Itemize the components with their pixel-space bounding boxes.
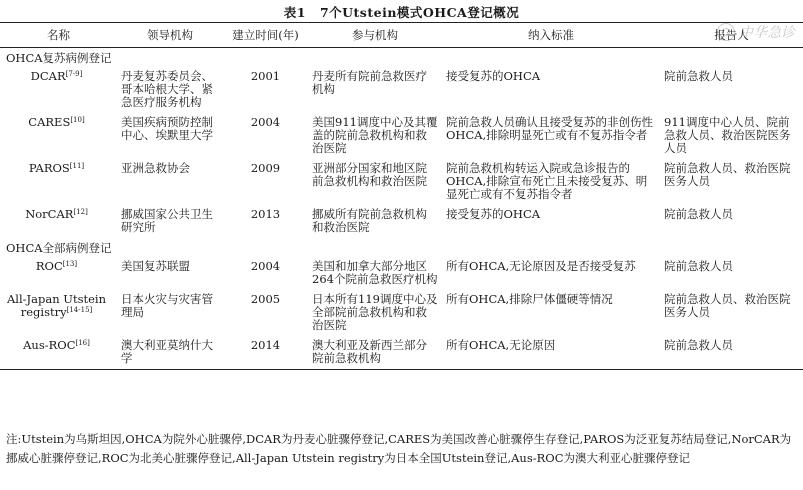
cell-participants: 丹麦所有院前急救医疗机构 [312, 69, 427, 96]
table-note: 注:Utstein为乌斯坦因,OHCA为院外心脏骤停,DCAR为丹麦心脏骤停登记,CARES为美国改善心脏骤停生存登记,PAROS为泛亚复苏结局登记,NorCAR为挪威心脏骤停登记,ROC为北美心脏骤停登记,All-Japan Utstein registry为日本全国Utstein登记,Aus-ROC为澳大利亚心脏骤停登记 [6, 432, 792, 465]
reference-mark: [14-15] [66, 306, 93, 314]
registry-name: DCAR [30, 69, 66, 83]
cell-criteria: 院前急救机构转运入院或急诊报告的OHCA,排除宣布死亡且未接受复苏、明显死亡或有不复苏指令者 [446, 161, 648, 201]
cell-name [0, 205, 117, 238]
table-row [0, 67, 803, 113]
cell-year: 2004 [250, 115, 281, 129]
ohca-registry-table [0, 22, 803, 370]
cell-criteria: 接受复苏的OHCA [446, 207, 541, 221]
cell-participants: 亚洲部分国家和地区院前急救机构和救治医院 [312, 161, 427, 188]
registry-name: PAROS [28, 161, 70, 175]
watermark-text: 中华急诊 [739, 25, 795, 41]
section-row [0, 238, 803, 257]
section-row [0, 48, 803, 68]
cell-participants: 美国和加拿大部分地区264个院前急救医疗机构 [312, 259, 438, 286]
cell-criteria: 所有OHCA,排除尸体僵硬等情况 [446, 292, 613, 306]
cell-name [0, 67, 117, 113]
cell-year: 2005 [250, 292, 281, 306]
cell-reporter: 院前急救人员 [664, 207, 733, 221]
cell-reporter: 院前急救人员、救治医院医务人员 [664, 292, 791, 319]
header-year: 建立时间(年) [232, 28, 299, 42]
cell-name [0, 336, 117, 370]
section-label: OHCA全部病例登记 [6, 241, 112, 255]
header-criteria: 纳入标准 [528, 28, 574, 42]
cell-lead-org: 日本火灾与灾害管理局 [121, 292, 213, 319]
cell-reporter: 院前急救人员 [664, 69, 733, 83]
table-row [0, 257, 803, 290]
cell-name [0, 257, 117, 290]
cell-reporter: 院前急救人员、救治医院医务人员 [664, 161, 791, 188]
cell-lead-org: 丹麦复苏委员会、哥本哈根大学、紧急医疗服务机构 [121, 69, 213, 109]
cell-criteria: 所有OHCA,无论原因 [446, 338, 556, 352]
table-title [0, 3, 803, 21]
cell-participants: 日本所有119调度中心及全部院前急救机构和救治医院 [312, 292, 438, 332]
cell-year: 2009 [250, 161, 281, 175]
table-caption: 7个Utstein模式OHCA登记概况 [319, 5, 520, 20]
cell-lead-org: 美国疾病预防控制中心、埃默里大学 [121, 115, 213, 142]
table-row [0, 205, 803, 238]
reference-mark: [16] [75, 339, 90, 347]
cell-participants: 挪威所有院前急救机构和救治医院 [312, 207, 427, 234]
table-body [0, 48, 803, 370]
cell-lead-org: 亚洲急救协会 [121, 161, 190, 175]
cell-lead-org: 挪威国家公共卫生研究所 [121, 207, 213, 234]
cell-name [0, 113, 117, 159]
cell-participants: 澳大利亚及新西兰部分院前急救机构 [312, 338, 427, 365]
cell-year: 2014 [250, 338, 281, 352]
table-row [0, 336, 803, 370]
registry-name: All-Japan Utstein registry [6, 292, 107, 319]
cell-year: 2013 [250, 207, 281, 221]
registry-name: Aus-ROC [23, 338, 76, 352]
cell-reporter: 院前急救人员 [664, 338, 733, 352]
registry-name: CARES [28, 115, 71, 129]
registry-name: ROC [35, 259, 63, 273]
header-name: 名称 [47, 28, 70, 42]
cell-year: 2004 [250, 259, 281, 273]
reference-mark: [7-9] [65, 70, 83, 78]
reference-mark: [12] [73, 208, 88, 216]
header-participants: 参与机构 [352, 28, 398, 42]
cell-lead-org: 澳大利亚莫纳什大学 [121, 338, 213, 365]
reference-mark: [13] [62, 260, 78, 268]
table-row [0, 159, 803, 205]
cell-reporter: 院前急救人员 [664, 259, 733, 273]
table-row [0, 290, 803, 336]
header-row [0, 23, 803, 48]
section-label: OHCA复苏病例登记 [6, 51, 112, 65]
table-row [0, 113, 803, 159]
cell-criteria: 接受复苏的OHCA [446, 69, 541, 83]
cell-criteria: 院前急救人员确认且接受复苏的非创伤性OHCA,排除明显死亡或有不复苏指令者 [446, 115, 653, 142]
cell-participants: 美国911调度中心及其覆盖的院前急救机构和救治医院 [312, 115, 438, 155]
reference-mark: [11] [69, 162, 85, 170]
reference-mark: [10] [70, 116, 85, 124]
cell-name [0, 159, 117, 205]
header-lead-org: 领导机构 [147, 28, 193, 42]
cell-lead-org: 美国复苏联盟 [121, 259, 190, 273]
cell-criteria: 所有OHCA,无论原因及是否接受复苏 [446, 259, 636, 273]
header-reporter: 报告人 [714, 28, 749, 42]
cell-name [0, 290, 117, 336]
cell-reporter: 911调度中心人员、院前急救人员、救治医院医务人员 [664, 115, 791, 155]
cell-year: 2001 [250, 69, 281, 83]
table-number: 表1 [283, 5, 306, 20]
registry-name: NorCAR [25, 207, 74, 221]
